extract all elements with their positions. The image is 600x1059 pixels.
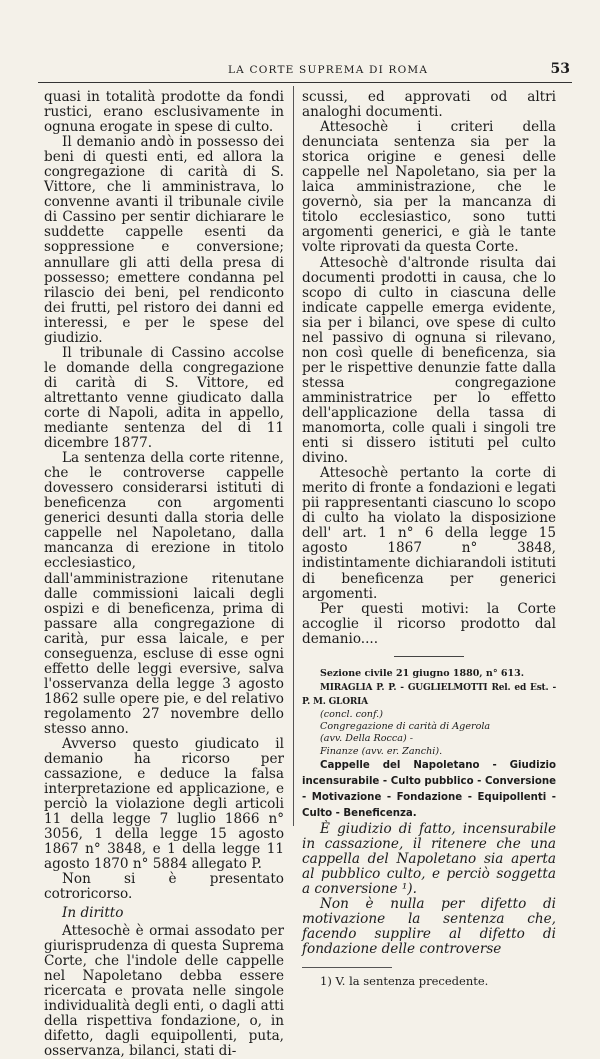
footnote: 1) V. la sentenza precedente. — [320, 974, 489, 989]
case-heading: Sezione civile 21 giugno 1880, n° 613. — [320, 667, 525, 679]
page-number: 53 — [550, 61, 570, 77]
maxim: Non è nulla per difetto di motivazione la sentenza che, facendo supplire al difetto di fondazione delle controverse — [302, 896, 556, 958]
paragraph: scussi, ed approvati od altri analoghi documenti. — [302, 89, 556, 121]
left-column — [44, 90, 284, 1059]
paragraph: Attesochè d'altronde risulta dai documenti prodotti in causa, che lo scopo di culto in ciascuna delle indicate cappelle emerga evidente, sia per i bilanci, ove spese di culto nel passivo di ognuna si rilevano, non così quelle di beneficenza, sia per le rispettive denunzie fatte dalla stessa congregazione amministratrice per lo effetto dell'applicazione della tassa di manomorta, colle quali i singoli tre enti si dissero istituti pel culto divino. — [302, 254, 556, 467]
paragraph: La sentenza della corte ritenne, che le controverse cappelle dovessero considerarsi istituti di beneficenza con argomenti generici desunti dalla storia delle cappelle nel Napoletano, dalla mancanza di erezione in titolo ecclesiastico, dall'amministrazione ritenutane dalle commissioni laicali degli ospizi e di beneficenza, prima di passare alla congregazione di carità, pur essa laicale, e per conseguenza, escluse di esse ogni effetto delle leggi eversive, salva l'osservanza della legge 3 agosto 1862 sulle opere pie, e del relativo regolamento 27 novembre dello stesso anno. — [44, 450, 284, 737]
footnote-separator — [302, 967, 392, 968]
column-divider — [293, 86, 294, 826]
party-two: Finanze (avv. er. Zanchi). — [320, 745, 443, 757]
paragraph: Non si è presentato cotroricorso. — [44, 871, 284, 903]
page-header — [38, 60, 572, 83]
section-heading: In diritto — [62, 904, 124, 921]
maxim: È giudizio di fatto, incensurabile in cassazione, il ritenere che una cappella del Napoletano sia aperta al pubblico culto, e perciò soggetta a conversione ¹). — [302, 820, 556, 898]
conclusion: (concl. conf.) — [320, 708, 383, 720]
party-one-counsel: (avv. Della Rocca) - — [320, 733, 414, 745]
right-column — [302, 90, 556, 988]
paragraph: quasi in totalità prodotte da fondi rustici, erano esclusivamente in ognuna erogate in spese di culto. — [44, 89, 284, 136]
paragraph: Il demanio andò in possesso dei beni di questi enti, ed allora la congregazione di carità di S. Vittore, che li amministrava, lo convenne avanti il tribunale civile di Cassino per sentir dichiarare le suddette cappelle esenti da soppressione e conversione; annullare gli atti della presa di possesso; emettere condanna pel rilascio dei beni, pel rendiconto dei frutti, pel ristoro dei danni ed interessi, e per le spese del giudizio. — [44, 134, 284, 346]
paragraph: Attesochè è ormai assodato per giurisprudenza di questa Suprema Corte, che l'indole delle cappelle nel Napoletano debba essere ricercata e provata nelle singole individualità degli enti, o dagli atti della rispettiva fondazione, o, in difetto, dagli equipollenti, puta, osservanza, bilanci, stati di- — [44, 922, 284, 1059]
paragraph: Avverso questo giudicato il demanio ha ricorso per cassazione, e deduce la falsa interpretazione ed applicazione, e perciò la violazione degli articoli 11 della legge 7 luglio 1866 n° 3056, 1 della legge 15 agosto 1867 n° 3848, e 1 della legge 11 agosto 1870 n° 5884 allegato P. — [44, 736, 284, 873]
keywords: Cappelle del Napoletano - Giudizio incensurabile - Culto pubblico - Conversione - Motivazione - Fondazione - Equipollenti - Culto - Beneficenza. — [302, 759, 556, 819]
party-one: Congregazione di carità di Agerola — [320, 721, 491, 733]
paragraph: Attesochè i criteri della denunciata sentenza sia per la storica origine e genesi delle cappelle nel Napoletano, sia per la laica amministrazione, che le governò, sia per la mancanza di titolo ecclesiastico, sono tutti argomenti generici, e già le tante volte riprovati da questa Corte. — [302, 119, 556, 256]
paragraph: Il tribunale di Cassino accolse le domande della congregazione di carità di S. Vittore, ed altrettanto venne giudicato dalla corte di Napoli, adita in appello, mediante sentenza del di 11 dicembre 1877. — [44, 344, 284, 452]
paragraph: Attesochè pertanto la corte di merito di fronte a fondazioni e legati pii rappresentanti ciascuno lo scopo di culto ha violato la disposizione dell' art. 1 n° 6 della legge 15 agosto 1867 n° 3848, indistintamente dichiarandoli istituti di beneficenza per generici argomenti. — [302, 465, 556, 602]
court-composition: MIRAGLIA P. P. - GUGLIELMOTTI Rel. ed Est. - P. M. GLORIA — [302, 682, 556, 707]
running-head: LA CORTE SUPREMA DI ROMA — [228, 64, 429, 76]
separator — [394, 656, 464, 657]
paragraph: Per questi motivi: la Corte accoglie il ricorso prodotto dal demanio.... — [302, 600, 556, 647]
